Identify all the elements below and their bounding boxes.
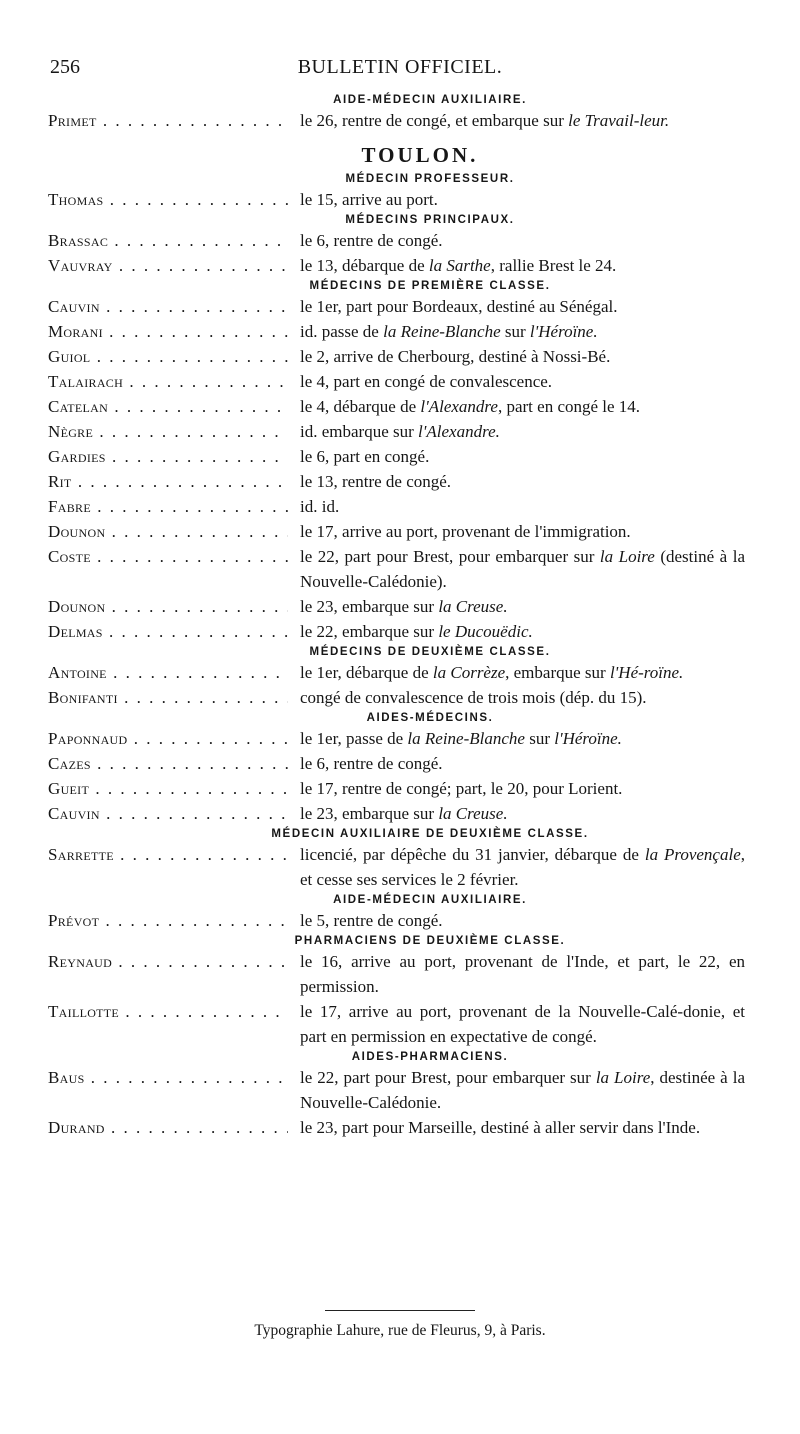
ship-name: la Loire bbox=[599, 547, 655, 566]
rank-heading: AIDES-MÉDECINS. bbox=[366, 712, 494, 724]
movement-text: , destinée à la Nouvelle-Calédonie. bbox=[300, 1068, 745, 1112]
bulletin-title: BULLETIN OFFICIEL. bbox=[297, 56, 503, 78]
officer-name: Dounon . . . bbox=[48, 519, 288, 544]
officer-name: Gueit . . . bbox=[48, 776, 288, 801]
movement-description bbox=[300, 685, 745, 710]
rank-heading: MÉDECINS DE PREMIÈRE CLASSE. bbox=[309, 280, 551, 292]
movement-text: le 23, embarque sur bbox=[300, 597, 439, 616]
movement-description bbox=[300, 1065, 745, 1115]
movement-text: sur bbox=[524, 729, 555, 748]
officer-entry bbox=[0, 519, 800, 544]
officer-name: Paponnaud . . . bbox=[48, 726, 288, 751]
ship-name: la Reine-Blanche bbox=[407, 729, 525, 748]
movement-text: le 17, rentre de congé; part, le 20, pour Lorient. bbox=[300, 779, 623, 798]
officer-name: Sarrette . . . bbox=[48, 842, 288, 867]
officer-name: Prévot . . . bbox=[48, 908, 288, 933]
officer-entry bbox=[0, 776, 800, 801]
officer-entry bbox=[0, 187, 800, 212]
ship-name: l'Héroïne. bbox=[529, 322, 598, 341]
movement-text: , et cesse ses services le 2 février. bbox=[300, 845, 745, 889]
rank-heading: MÉDECIN PROFESSEUR. bbox=[345, 173, 515, 185]
movement-text: le 16, arrive au port, provenant de l'Inde, et part, le 22, en permission. bbox=[300, 952, 745, 996]
officer-entry bbox=[0, 494, 800, 519]
rank-heading: AIDE-MÉDECIN AUXILIAIRE. bbox=[333, 894, 527, 906]
officer-name: Guiol . . . bbox=[48, 344, 288, 369]
printer-credit: Typographie Lahure, rue de Fleurus, 9, à Paris. bbox=[254, 1322, 546, 1339]
officer-entry bbox=[0, 751, 800, 776]
ship-name: la Corrèze bbox=[432, 663, 506, 682]
movement-text: le 2, arrive de Cherbourg, destiné à Nossi-Bé. bbox=[300, 347, 611, 366]
movement-text: le 4, part en congé de convalescence. bbox=[300, 372, 553, 391]
officer-name: Catelan . . . bbox=[48, 394, 288, 419]
officer-entry bbox=[0, 908, 800, 933]
movement-description bbox=[300, 842, 745, 892]
ship-name: la Creuse. bbox=[438, 597, 508, 616]
officer-entry bbox=[0, 999, 800, 1049]
rank-heading: PHARMACIENS DE DEUXIÈME CLASSE. bbox=[294, 935, 566, 947]
ship-name: l'Alexandre bbox=[420, 397, 498, 416]
officer-name: Taillotte . . . bbox=[48, 999, 288, 1024]
officer-entry bbox=[0, 594, 800, 619]
movement-text: id. id. bbox=[300, 497, 340, 516]
movement-text: , embarque sur bbox=[505, 663, 610, 682]
rank-heading: MÉDECINS DE DEUXIÈME CLASSE. bbox=[309, 646, 551, 658]
officer-entry bbox=[0, 949, 800, 999]
officer-name: Primet . . . bbox=[48, 108, 288, 133]
movement-text: , part en congé le 14. bbox=[497, 397, 641, 416]
movement-text: , rallie Brest le 24. bbox=[490, 256, 617, 275]
movement-text: le 15, arrive au port. bbox=[300, 190, 438, 209]
officer-entry bbox=[0, 726, 800, 751]
ship-name: la Provençale bbox=[644, 845, 741, 864]
officer-entry bbox=[0, 1065, 800, 1115]
ship-name: le Ducouëdic. bbox=[438, 622, 533, 641]
officer-name: Coste . . . bbox=[48, 544, 288, 569]
officer-name: Reynaud . . . bbox=[48, 949, 288, 974]
officer-name: Fabre . . . bbox=[48, 494, 288, 519]
movement-text: id. passe de bbox=[300, 322, 384, 341]
officer-entry bbox=[0, 294, 800, 319]
officer-name: Dounon . . . bbox=[48, 594, 288, 619]
officer-name: Delmas . . . bbox=[48, 619, 288, 644]
officer-entry bbox=[0, 444, 800, 469]
movement-description bbox=[300, 494, 745, 519]
officer-entry bbox=[0, 344, 800, 369]
port-heading: TOULON. bbox=[361, 143, 479, 167]
movement-description bbox=[300, 751, 745, 776]
movement-text: le 5, rentre de congé. bbox=[300, 911, 443, 930]
movement-description bbox=[300, 776, 745, 801]
officer-entry bbox=[0, 469, 800, 494]
movement-description bbox=[300, 519, 745, 544]
movement-description bbox=[300, 253, 745, 278]
officer-name: Antoine . . . bbox=[48, 660, 288, 685]
rank-heading: MÉDECINS PRINCIPAUX. bbox=[345, 214, 515, 226]
roster-content bbox=[0, 92, 800, 1140]
ship-name: la Reine-Blanche bbox=[383, 322, 501, 341]
movement-description bbox=[300, 544, 745, 594]
page-number: 256 bbox=[50, 56, 80, 78]
movement-description bbox=[300, 369, 745, 394]
officer-entry bbox=[0, 394, 800, 419]
officer-name: Cauvin . . . bbox=[48, 294, 288, 319]
movement-description bbox=[300, 726, 745, 751]
movement-text: le 6, part en congé. bbox=[300, 447, 430, 466]
officer-name: Rit . . . bbox=[48, 469, 288, 494]
ship-name: la Sarthe bbox=[428, 256, 491, 275]
officer-entry bbox=[0, 842, 800, 892]
officer-name: Baus . . . bbox=[48, 1065, 288, 1090]
movement-text: le 1er, passe de bbox=[300, 729, 408, 748]
movement-description bbox=[300, 801, 745, 826]
movement-description bbox=[300, 949, 745, 999]
ship-name: la Loire bbox=[595, 1068, 651, 1087]
officer-entry bbox=[0, 685, 800, 710]
rank-heading: MÉDECIN AUXILIAIRE DE DEUXIÈME CLASSE. bbox=[271, 828, 589, 840]
movement-description bbox=[300, 344, 745, 369]
rank-heading: AIDE-MÉDECIN AUXILIAIRE. bbox=[333, 94, 527, 106]
officer-entry bbox=[0, 619, 800, 644]
movement-description bbox=[300, 469, 745, 494]
movement-description bbox=[300, 619, 745, 644]
movement-description bbox=[300, 999, 745, 1049]
movement-text: le 1er, débarque de bbox=[300, 663, 433, 682]
officer-entry bbox=[0, 419, 800, 444]
movement-text: licencié, par dépêche du 31 janvier, débarque de bbox=[300, 845, 645, 864]
movement-text: le 22, part pour Brest, pour embarquer sur bbox=[300, 1068, 596, 1087]
movement-description bbox=[300, 108, 745, 133]
officer-name: Gardies . . . bbox=[48, 444, 288, 469]
movement-text: le 4, débarque de bbox=[300, 397, 421, 416]
footer-rule bbox=[325, 1310, 475, 1311]
movement-description bbox=[300, 294, 745, 319]
ship-name: l'Héroïne. bbox=[554, 729, 622, 748]
movement-text: le 17, arrive au port, provenant de la Nouvelle-Calé-donie, et part en permission en expectative de congé. bbox=[300, 1002, 745, 1046]
movement-text: congé de convalescence de trois mois (dép. du 15). bbox=[300, 688, 647, 707]
officer-name: Vauvray . . . bbox=[48, 253, 288, 278]
movement-text: sur bbox=[500, 322, 530, 341]
officer-entry bbox=[0, 801, 800, 826]
rank-heading: AIDES-PHARMACIENS. bbox=[351, 1051, 509, 1063]
movement-text: (destiné à la Nouvelle-Calédonie). bbox=[300, 547, 745, 591]
officer-entry bbox=[0, 660, 800, 685]
movement-text: le 26, rentre de congé, et embarque sur bbox=[300, 111, 569, 130]
movement-description bbox=[300, 594, 745, 619]
movement-text: le 22, embarque sur bbox=[300, 622, 439, 641]
movement-description bbox=[300, 660, 745, 685]
officer-name: Thomas . . . bbox=[48, 187, 288, 212]
officer-entry bbox=[0, 1115, 800, 1140]
ship-name: le Travail-leur. bbox=[568, 111, 670, 130]
officer-name: Nègre . . . bbox=[48, 419, 288, 444]
movement-text: le 6, rentre de congé. bbox=[300, 754, 443, 773]
officer-name: Bonifanti . . . bbox=[48, 685, 288, 710]
movement-description bbox=[300, 419, 745, 444]
movement-text: le 23, part pour Marseille, destiné à aller servir dans l'Inde. bbox=[300, 1118, 701, 1137]
officer-name: Cauvin . . . bbox=[48, 801, 288, 826]
movement-text: le 22, part pour Brest, pour embarquer sur bbox=[300, 547, 600, 566]
officer-entry bbox=[0, 544, 800, 594]
officer-entry bbox=[0, 228, 800, 253]
officer-entry bbox=[0, 253, 800, 278]
printer-footer bbox=[0, 1322, 800, 1340]
movement-text: le 17, arrive au port, provenant de l'immigration. bbox=[300, 522, 631, 541]
ship-name: l'Hé-roïne. bbox=[609, 663, 684, 682]
movement-text: le 23, embarque sur bbox=[300, 804, 439, 823]
movement-description bbox=[300, 394, 745, 419]
officer-name: Morani . . . bbox=[48, 319, 288, 344]
movement-description bbox=[300, 908, 745, 933]
movement-text: le 13, débarque de bbox=[300, 256, 429, 275]
officer-name: Talairach . . . bbox=[48, 369, 288, 394]
officer-name: Cazes . . . bbox=[48, 751, 288, 776]
officer-name: Brassac . . . bbox=[48, 228, 288, 253]
page-header bbox=[50, 56, 750, 84]
officer-entry bbox=[0, 319, 800, 344]
movement-description bbox=[300, 319, 745, 344]
movement-description bbox=[300, 187, 745, 212]
ship-name: la Creuse. bbox=[438, 804, 508, 823]
movement-text: le 6, rentre de congé. bbox=[300, 231, 443, 250]
officer-entry bbox=[0, 108, 800, 133]
movement-description bbox=[300, 1115, 745, 1140]
movement-text: le 13, rentre de congé. bbox=[300, 472, 452, 491]
officer-entry bbox=[0, 369, 800, 394]
officer-name: Durand . . . bbox=[48, 1115, 288, 1140]
movement-text: id. embarque sur bbox=[300, 422, 419, 441]
movement-description bbox=[300, 444, 745, 469]
movement-text: le 1er, part pour Bordeaux, destiné au Sénégal. bbox=[300, 297, 618, 316]
movement-description bbox=[300, 228, 745, 253]
ship-name: l'Alexandre. bbox=[418, 422, 500, 441]
